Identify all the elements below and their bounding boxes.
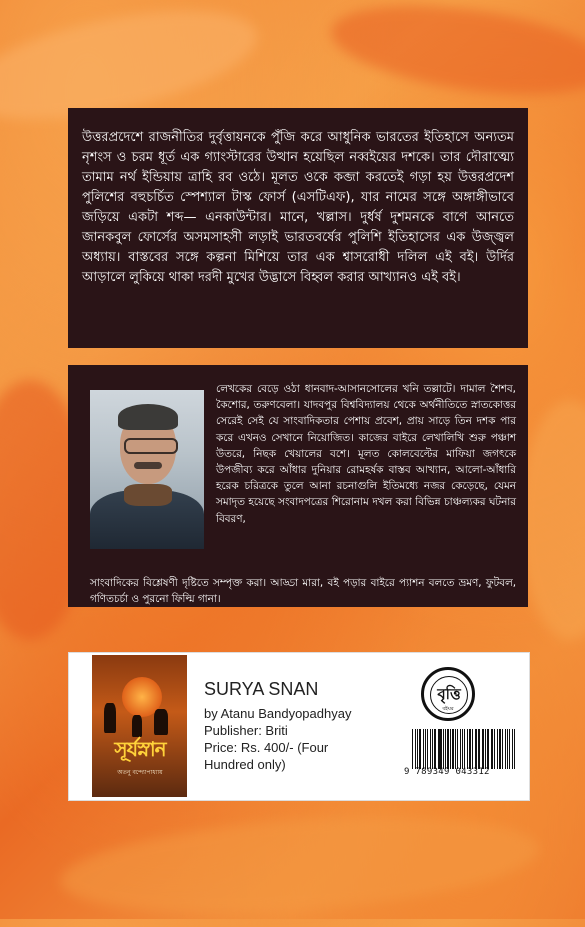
paint-stroke (520, 400, 585, 640)
author-photo (90, 390, 204, 549)
blurb-panel (68, 108, 528, 348)
barcode-digits: 9 789349 043312 (404, 767, 490, 777)
author-bio-text-continued: সাংবাদিকের বিশ্লেষণী দৃষ্টিতে সম্পৃক্ত করা। আড্ডা মারা, বই পড়ার বাইরে প্যাশন বলতে ভ্রমণ, ফুটবল, গণিতচর্চা ও পুরনো ফিল্মি গানা। (90, 577, 516, 606)
author-bio-text: লেখকের বেড়ে ওঠা ধানবাদ-আসানসোলের খনি তল্লাটে। দামাল শৈশব, কৈশোর, তরুণবেলা। যাদবপুর বিশ্ববিদ্যালয় থেকে অর্থনীতিতে স্নাতকোত্তর সেরেই সেই যে সাংবাদিকতার পেশায় প্রবেশ, প্রায় সাড়ে তিন দশক পার করে এখনও সেখানে নিয়োজিত। কাজের বাইরে লেখালিখি শুরু পঞ্চাশ উতরে, নিছক খেয়ালের বশে। মূলত কোলবেল্টের মাফিয়া জগৎকে উপজীব্য করে আঁধার দুনিয়ার রোমহর্ষক বাস্তব আখ্যান, আলো-আঁধারি হরেক চরিত্রকে তুলে আনা রচনাগুলি ইতিমধ্যে নজর কেড়েছে, যেমন সমাদৃত হয়েছে সংবাদপত্রের শিরোনাম দখল করা বিভিন্ন চাঞ্চল্যকর ঘটনার বিবরণ, (216, 383, 516, 525)
blurb-text: উত্তরপ্রদেশে রাজনীতির দুর্বৃত্তায়নকে পুঁজি করে আধুনিক ভারতের ইতিহাসে অন্যতম নৃশংস ও চরম ধূর্ত এক গ্যাংস্টারের উত্থান হয়েছিল নব্বইয়ের দশকে। তার দৌরাত্ম্যে তামাম নর্থ ইন্ডিয়ায় ত্রাহি রব ওঠে। মূলত ওকে কব্জা করতেই গড়া হয় উত্তরপ্রদেশ পুলিশের বহুচর্চিত স্পেশ্যাল টাস্ক ফোর্স (এসটিএফ), যার নামের সঙ্গে অঙ্গাঙ্গীভাবে জড়িয়ে একটা শব্দ— এনকাউন্টার। মানে, খল্লাস। দুর্ধর্ষ দুশমনকে বাগে আনতে জানকবুল ফোর্সের অসমসাহসী লড়াই ভারতবর্ষের পুলিশি ইতিহাসের এক উজ্জ্বল অধ্যায়। বাস্তবের সঙ্গে কল্পনা মিশিয়ে তার এক শ্বাসরোধী দলিল এই বই। উর্দির আড়ালে লুকিয়ে থাকা দরদী মুখের উদ্ভাসে বিহ্বল করার আখ্যানও এই বই। (82, 130, 514, 285)
cover-author: অতনু বন্দ্যোপাধ্যায় (117, 769, 163, 776)
book-cover-thumbnail (92, 655, 187, 797)
book-publisher: Publisher: Briti (204, 723, 288, 738)
cover-title: সূর্যস্নান (114, 737, 166, 761)
paint-stroke (326, 0, 585, 109)
barcode-bars (412, 729, 516, 769)
book-info-panel (68, 652, 530, 801)
publisher-logo (421, 667, 475, 721)
publisher-logo-mark: বৃত্তি (430, 676, 468, 714)
isbn-barcode (404, 729, 517, 777)
book-price: Price: Rs. 400/- (Four Hundred only) (204, 740, 329, 772)
paint-stroke (57, 803, 542, 926)
book-title: SURYA SNAN (204, 679, 319, 699)
book-author: by Atanu Bandyopadhyay (204, 706, 352, 721)
publisher-logo-subtext: বইঘর (442, 706, 454, 712)
author-bio-panel (68, 365, 528, 607)
